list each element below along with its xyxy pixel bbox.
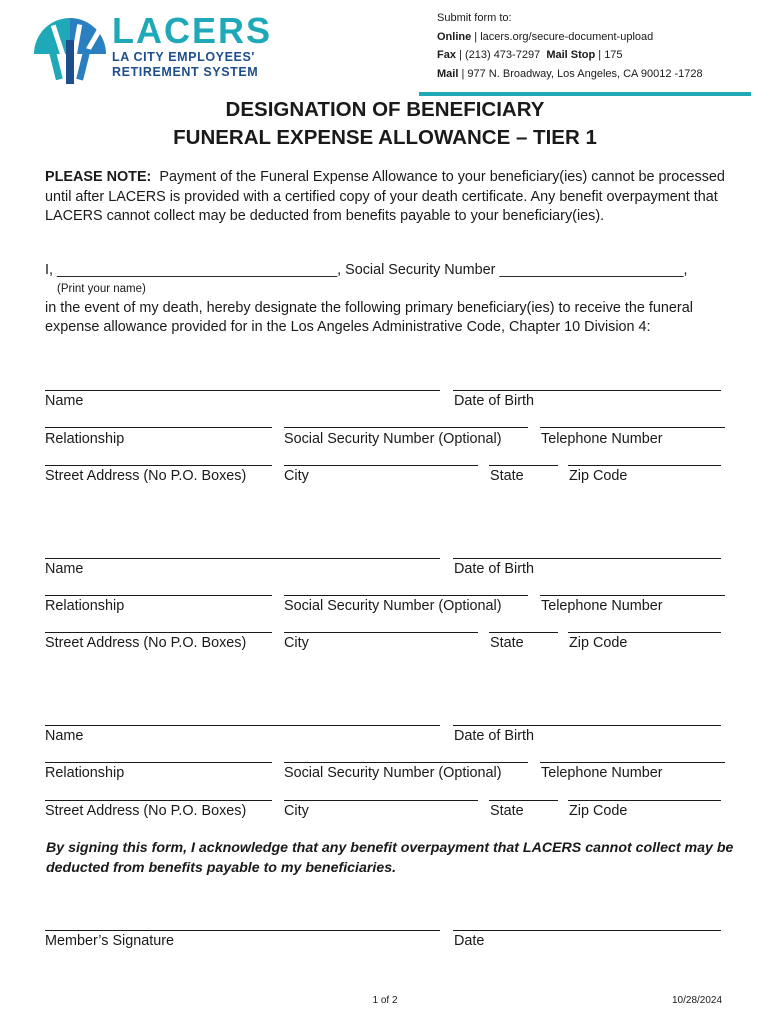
revision-date: 10/28/2024: [672, 995, 723, 1006]
relationship-field[interactable]: [45, 762, 272, 763]
print-name-hint: (Print your name): [57, 283, 146, 295]
ssn-field[interactable]: [284, 762, 528, 763]
city-label: City: [284, 468, 309, 484]
submit-mail: Mail | 977 N. Broadway, Los Angeles, CA 90012 -1728: [437, 67, 703, 80]
street-label: Street Address (No P.O. Boxes): [45, 635, 247, 651]
relationship-label: Relationship: [45, 431, 125, 447]
designation-text: in the event of my death, hereby designate the following primary beneficiary(ies) to receive the funeral expense allowance provided for in the Los Angeles Administrative Code, Chapter 10 Division 4:: [45, 300, 693, 335]
telephone-label: Telephone Number: [541, 431, 663, 447]
page-number: 1 of 2: [372, 995, 398, 1006]
name-label: Name: [45, 393, 84, 409]
logo-tagline-line1: LA CITY EMPLOYEES': [112, 50, 255, 64]
name-field[interactable]: [45, 725, 440, 726]
submit-fax: Fax | (213) 473-7297 Mail Stop | 175: [437, 49, 623, 61]
zip-field[interactable]: [568, 465, 721, 466]
telephone-label: Telephone Number: [541, 765, 663, 781]
ssn-label: Social Security Number (Optional): [284, 765, 502, 781]
logo-wordmark: LACERS: [112, 10, 273, 51]
online-url[interactable]: lacers.org/secure-document-upload: [480, 30, 654, 43]
ssn-label: Social Security Number (Optional): [284, 598, 502, 614]
state-label: State: [490, 635, 524, 651]
city-label: City: [284, 803, 309, 819]
member-signature-field[interactable]: [45, 930, 440, 931]
ssn-label: Social Security Number (Optional): [284, 431, 502, 447]
ssn-field[interactable]: [284, 595, 528, 596]
note-label: PLEASE NOTE:: [45, 169, 152, 185]
signature-date-field[interactable]: [453, 930, 721, 931]
declaration-line[interactable]: I, ___________________________________, Social Security Number _______________________,: [45, 262, 688, 278]
dob-label: Date of Birth: [454, 728, 534, 744]
submit-online: Online | lacers.org/secure-document-upload: [437, 30, 654, 43]
state-field[interactable]: [489, 465, 558, 466]
relationship-label: Relationship: [45, 598, 125, 614]
zip-label: Zip Code: [569, 803, 628, 819]
relationship-field[interactable]: [45, 595, 272, 596]
dob-field[interactable]: [453, 725, 721, 726]
logo-tagline-line2: RETIREMENT SYSTEM: [112, 65, 259, 79]
submit-heading: Submit form to:: [437, 12, 512, 24]
lacers-fan-logo-icon: [34, 18, 106, 84]
form-title-line2: FUNERAL EXPENSE ALLOWANCE – TIER 1: [173, 126, 597, 149]
street-field[interactable]: [45, 800, 272, 801]
state-label: State: [490, 468, 524, 484]
dob-field[interactable]: [453, 390, 721, 391]
city-field[interactable]: [284, 800, 478, 801]
name-field[interactable]: [45, 390, 440, 391]
city-label: City: [284, 635, 309, 651]
dob-field[interactable]: [453, 558, 721, 559]
name-label: Name: [45, 728, 84, 744]
dob-label: Date of Birth: [454, 393, 534, 409]
street-field[interactable]: [45, 465, 272, 466]
telephone-field[interactable]: [540, 427, 725, 428]
dob-label: Date of Birth: [454, 561, 534, 577]
ssn-field[interactable]: [284, 427, 528, 428]
submit-instructions: [437, 9, 703, 83]
note-text: Payment of the Funeral Expense Allowance to your beneficiary(ies) cannot be processed until after LACERS is provided with a certified copy of your death certificate. Any benefit overpayment that LACERS cannot collect may be deducted from benefits payable to your beneficiary(ies).: [45, 169, 725, 224]
street-label: Street Address (No P.O. Boxes): [45, 803, 247, 819]
name-field[interactable]: [45, 558, 440, 559]
street-label: Street Address (No P.O. Boxes): [45, 468, 247, 484]
relationship-label: Relationship: [45, 765, 125, 781]
telephone-field[interactable]: [540, 762, 725, 763]
state-label: State: [490, 803, 524, 819]
state-field[interactable]: [489, 800, 558, 801]
acknowledgment-text: By signing this form, I acknowledge that any benefit overpayment that LACERS cannot collect may be deducted from benefits payable to my beneficiaries.: [46, 840, 734, 876]
zip-label: Zip Code: [569, 635, 628, 651]
relationship-field[interactable]: [45, 427, 272, 428]
header-rule: [419, 92, 751, 96]
telephone-label: Telephone Number: [541, 598, 663, 614]
city-field[interactable]: [284, 465, 478, 466]
city-field[interactable]: [284, 632, 478, 633]
zip-field[interactable]: [568, 800, 721, 801]
signature-date-label: Date: [454, 933, 485, 949]
please-note: [45, 168, 735, 227]
form-title-line1: DESIGNATION OF BENEFICIARY: [225, 98, 545, 121]
zip-label: Zip Code: [569, 468, 628, 484]
telephone-field[interactable]: [540, 595, 725, 596]
name-label: Name: [45, 561, 84, 577]
street-field[interactable]: [45, 632, 272, 633]
zip-field[interactable]: [568, 632, 721, 633]
state-field[interactable]: [489, 632, 558, 633]
member-signature-label: Member’s Signature: [45, 933, 175, 949]
